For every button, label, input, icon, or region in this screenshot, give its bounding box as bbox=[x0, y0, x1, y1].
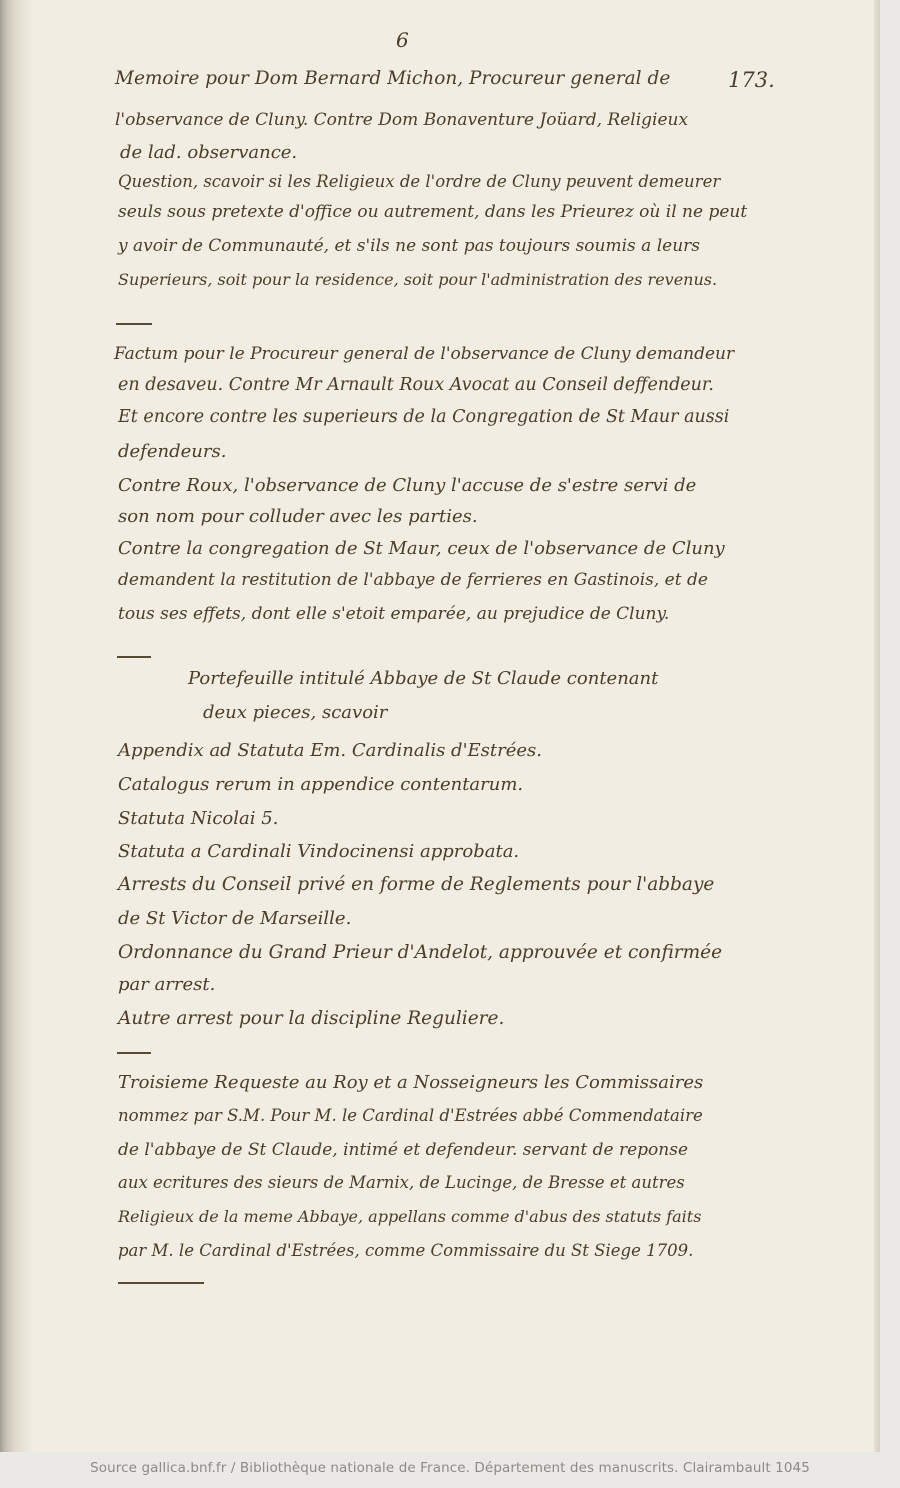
manuscript-line: Ordonnance du Grand Prieur d'Andelot, approuvée et confirmée bbox=[118, 942, 723, 963]
section-divider bbox=[117, 1052, 151, 1054]
manuscript-line: Et encore contre les superieurs de la Congregation de St Maur aussi bbox=[118, 407, 730, 427]
section-divider bbox=[118, 1282, 204, 1284]
folio-number: 173. bbox=[728, 68, 775, 92]
manuscript-line: nommez par S.M. Pour M. le Cardinal d'Estrées abbé Commendataire bbox=[118, 1106, 703, 1125]
manuscript-line: de l'abbaye de St Claude, intimé et defendeur. servant de reponse bbox=[118, 1140, 689, 1160]
manuscript-line: Contre la congregation de St Maur, ceux de l'observance de Cluny bbox=[118, 538, 725, 559]
manuscript-line: Appendix ad Statuta Em. Cardinalis d'Estrées. bbox=[118, 740, 543, 761]
manuscript-line: Troisieme Requeste au Roy et a Nosseigneurs les Commissaires bbox=[118, 1072, 704, 1093]
manuscript-line: son nom pour colluder avec les parties. bbox=[118, 506, 478, 527]
page-edge bbox=[874, 0, 880, 1452]
manuscript-line: par arrest. bbox=[118, 974, 216, 995]
manuscript-line: tous ses effets, dont elle s'etoit emparée, au prejudice de Cluny. bbox=[118, 604, 670, 624]
manuscript-line: Portefeuille intitulé Abbaye de St Claude contenant bbox=[188, 668, 659, 689]
manuscript-line: par M. le Cardinal d'Estrées, comme Commissaire du St Siege 1709. bbox=[118, 1241, 694, 1260]
manuscript-line: deux pieces, scavoir bbox=[203, 702, 388, 723]
manuscript-line: Arrests du Conseil privé en forme de Reglements pour l'abbaye bbox=[118, 874, 715, 895]
section-divider bbox=[117, 656, 151, 658]
manuscript-line: l'observance de Cluny. Contre Dom Bonaventure Joüard, Religieux bbox=[115, 110, 689, 130]
manuscript-line: en desaveu. Contre Mr Arnault Roux Avocat au Conseil deffendeur. bbox=[118, 375, 714, 395]
binding-gutter bbox=[0, 0, 34, 1452]
manuscript-line: de lad. observance. bbox=[120, 142, 298, 163]
page-number: 6 bbox=[396, 28, 409, 52]
manuscript-line: Statuta Nicolai 5. bbox=[118, 808, 279, 829]
manuscript-line: demandent la restitution de l'abbaye de ferrieres en Gastinois, et de bbox=[118, 570, 708, 590]
manuscript-line: Memoire pour Dom Bernard Michon, Procureur general de bbox=[115, 68, 671, 89]
manuscript-line: aux ecritures des sieurs de Marnix, de Lucinge, de Bresse et autres bbox=[118, 1173, 685, 1192]
section-divider bbox=[116, 323, 152, 325]
manuscript-line: Religieux de la meme Abbaye, appellans comme d'abus des statuts faits bbox=[118, 1207, 702, 1226]
source-footer: Source gallica.bnf.fr / Bibliothèque nationale de France. Département des manuscrits. Clairambault 1045 bbox=[90, 1460, 810, 1476]
manuscript-line: de St Victor de Marseille. bbox=[118, 908, 352, 929]
manuscript-line: y avoir de Communauté, et s'ils ne sont pas toujours soumis a leurs bbox=[118, 236, 701, 256]
manuscript-line: defendeurs. bbox=[118, 441, 227, 462]
manuscript-line: seuls sous pretexte d'office ou autrement, dans les Prieurez où il ne peut bbox=[118, 202, 748, 222]
manuscript-line: Contre Roux, l'observance de Cluny l'accuse de s'estre servi de bbox=[118, 475, 697, 496]
manuscript-line: Autre arrest pour la discipline Reguliere. bbox=[118, 1008, 505, 1029]
manuscript-line: Statuta a Cardinali Vindocinensi approbata. bbox=[118, 841, 520, 862]
manuscript-line: Catalogus rerum in appendice contentarum. bbox=[118, 774, 524, 795]
manuscript-line: Question, scavoir si les Religieux de l'ordre de Cluny peuvent demeurer bbox=[118, 172, 721, 191]
manuscript-line: Factum pour le Procureur general de l'observance de Cluny demandeur bbox=[114, 344, 735, 364]
manuscript-line: Superieurs, soit pour la residence, soit pour l'administration des revenus. bbox=[118, 270, 718, 289]
